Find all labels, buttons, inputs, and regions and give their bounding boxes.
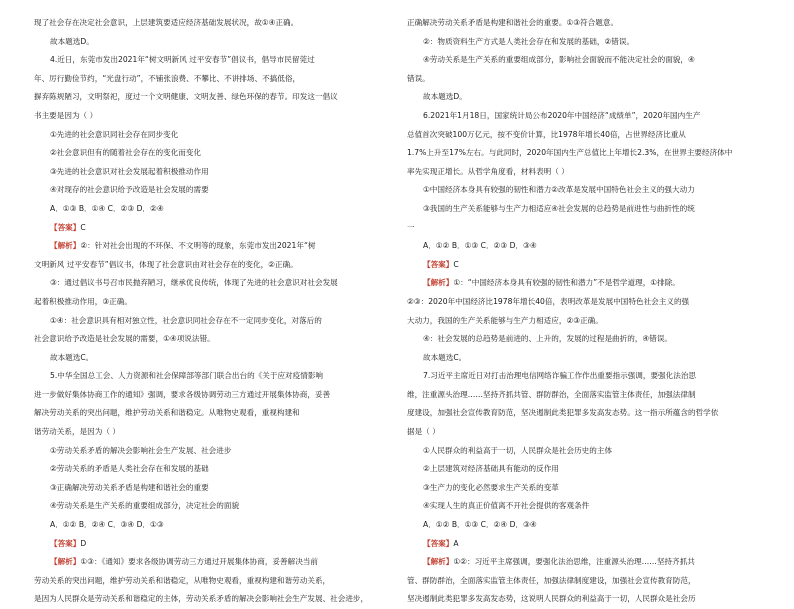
answer-line <box>407 553 763 572</box>
text-line: 6.2021年1月18日，国家统计局公布2020年中国经济“成绩单”，2020年国内生产 <box>423 110 701 120</box>
answer-tag: 【解析】 <box>50 557 81 567</box>
right-column <box>407 14 763 609</box>
answer-text: ①：“中国经济本身具有较强的韧性和潜力”不是哲学道理，①排除。 <box>453 278 680 288</box>
text-line: 文明新风 过平安春节”倡议书，体现了社会意识由对社会存在的变化，②正确。 <box>34 259 298 269</box>
text-line: 年、厉行勤俭节约，“光盘行动”，不铺张浪费、不攀比、不讲排场、不搞低俗， <box>34 73 301 83</box>
text-line: 4.近日，东莞市发出2021年“树文明新风 过平安春节”倡议书，倡导市民留莞过 <box>50 55 315 65</box>
text-line: 谐劳动关系，是因为（ ） <box>34 427 120 437</box>
option-line: ④实现人生的真正价值离不开社会提供的客观条件 <box>423 501 590 511</box>
answer-text: C <box>80 222 86 232</box>
answer-line <box>407 274 763 293</box>
text-line: ①④：社会意识具有相对独立性，社会意识同社会存在不一定同步变化，对落后的 <box>50 315 322 325</box>
option-line: ①劳动关系矛盾的解决会影响社会生产发展、社会进步 <box>50 445 232 455</box>
text-line: 据是（ ） <box>407 427 440 437</box>
text-line: 大动力，我国的生产关系能够与生产力相适应，②③正确。 <box>407 315 603 325</box>
option-line: ④对现存的社会意识给予改造是社会发展的需要 <box>50 185 209 195</box>
option-line: ③生产力的变化必然要求生产关系的变革 <box>423 482 559 492</box>
option-line: ④劳动关系是生产关系的重要组成部分，决定社会的面貌 <box>50 501 240 511</box>
text-line: 起着积极推动作用，③正确。 <box>34 296 132 306</box>
answer-line <box>34 237 386 256</box>
text-line: 书主要是因为（ ） <box>34 110 98 120</box>
option-line: A．①② B．①③ C．②④ D．③④ <box>423 520 537 530</box>
text-line: 劳动关系的突出问题，维护劳动关系和谐稳定，从唯物史观看，重视构建和谐劳动关系， <box>34 575 331 585</box>
text-line: 5.中华全国总工会、人力资源和社会保障部等部门联合出台的《关于应对疫情影响 <box>50 371 324 381</box>
text-line: ②③：2020年中国经济比1978年增长40倍，表明改革是发展中国特色社会主义的强 <box>407 296 690 306</box>
text-line: 故本题选C。 <box>423 352 467 362</box>
text-line: 度建设，加强社会宣传教育防范，坚决遏制此类犯罪多发高发态势。这一指示所蕴含的哲学依 <box>407 408 719 418</box>
option-line: A．①③ B．①④ C．②③ D．②④ <box>50 203 164 213</box>
option-line: ③正确解决劳动关系矛盾是构建和谐社会的重要 <box>50 482 209 492</box>
answer-line <box>34 535 386 554</box>
answer-text: ①③：《通知》要求各级协调劳动三方通过开展集体协商，妥善解决当前 <box>80 557 318 567</box>
text-line: 1.7%上升至17%左右。与此同时，2020年国内生产总值比上年增长2.3%，在世界主要经济体中 <box>407 148 733 158</box>
answer-text: ①②：习近平主席强调，要强化法治思维，注重源头治理……坚持齐抓共 <box>453 557 695 567</box>
answer-tag: 【解析】 <box>423 557 454 567</box>
text-line: 错误。 <box>407 73 430 83</box>
text-line: 7.习近平主席近日对打击治理电信网络诈骗工作作出重要指示强调，要强化法治思 <box>423 371 697 381</box>
text-line: 总值首次突破100万亿元，按不变价计算，比1978年增长40倍，占世界经济比重从 <box>407 129 686 139</box>
option-line: ③我国的生产关系能够与生产力相适应④社会发展的总趋势是前进性与曲折性的统 <box>423 203 695 213</box>
text-line: 故本题选C。 <box>50 352 94 362</box>
text-line: 维，注重源头治理……坚持齐抓共管、群防群治，全面落实监管主体责任，加强法律制 <box>407 389 696 399</box>
text-line: 一 <box>407 222 415 232</box>
option-line: ②社会意识但有的随着社会存在的变化而变化 <box>50 148 202 158</box>
answer-text: C <box>453 259 459 269</box>
option-line: ②劳动关系的矛盾是人类社会存在和发展的基础 <box>50 464 209 474</box>
text-line: 故本题选D。 <box>50 36 94 46</box>
option-line: ④劳动关系是生产关系的重要组成部分，影响社会面貌而不能决定社会的面貌，④ <box>423 55 695 65</box>
text-line: 是因为人民群众是劳动关系和谐稳定的主体，劳动关系矛盾的解决会影响社会生产发展、社会进步， <box>34 594 369 604</box>
text-line: ④：社会发展的总趋势是前进的、上升的，发展的过程是曲折的，④错误。 <box>423 334 673 344</box>
text-line: 正确解决劳动关系矛盾是构建和谐社会的重要。①③符合题意。 <box>407 18 619 27</box>
answer-tag: 【答案】 <box>423 538 454 548</box>
answer-line <box>34 219 386 238</box>
text-line: 坚决遏制此类犯罪多发高发态势，这说明人民群众的利益高于一切，人民群众是社会历 <box>407 594 696 604</box>
left-column <box>34 14 386 609</box>
answer-line <box>407 535 763 554</box>
option-line: A．①② B．②④ C．③④ D．①③ <box>50 520 164 530</box>
answer-line <box>407 256 763 275</box>
text-line: 社会意识给予改造是社会发展的需要，①④项说法错。 <box>34 334 215 344</box>
answer-line <box>34 553 386 572</box>
text-line: ③：通过倡议书号召市民抛弃陋习，继承优良传统，体现了先进的社会意识对社会发展 <box>50 278 338 288</box>
option-line: ①先进的社会意识同社会存在同步变化 <box>50 129 179 139</box>
text-line: 管、群防群治，全面落实监管主体责任，加强法律制度建设，加强社会宣传教育防范， <box>407 575 696 585</box>
text-line: 摒弃陈规陋习，文明祭祀，度过一个文明健康、文明友善、绿色环保的春节。印发这一倡议 <box>34 92 338 102</box>
answer-tag: 【解析】 <box>423 278 454 288</box>
text-line: 率先实现正增长。从哲学角度看，材料表明（ ） <box>407 166 569 176</box>
option-line: A．①② B．①③ C．②③ D．③④ <box>423 241 537 251</box>
answer-text: A <box>453 538 459 548</box>
answer-tag: 【解析】 <box>50 241 81 251</box>
text-line: 解决劳动关系的突出问题，维护劳动关系和谐稳定。从唯物史观看，重视构建和 <box>34 408 300 418</box>
option-line: ②：物质资料生产方式是人类社会存在和发展的基础，②错误。 <box>423 36 635 46</box>
text-line: 进一步做好集体协商工作的通知》强调，要求各级协调劳动三方通过开展集体协商，妥善 <box>34 389 331 399</box>
text-line: 故本题选D。 <box>423 92 467 102</box>
answer-tag: 【答案】 <box>50 538 81 548</box>
answer-text: ②：针对社会出现的不环保、不文明等的现象，东莞市发出2021年“树 <box>80 241 316 251</box>
text-line: 现了社会存在决定社会意识，上层建筑要适应经济基础发展状况，故①④正确。 <box>34 18 299 27</box>
answer-text: D <box>80 538 87 548</box>
answer-tag: 【答案】 <box>50 222 81 232</box>
option-line: ②上层建筑对经济基础具有能动的反作用 <box>423 464 559 474</box>
option-line: ③先进的社会意识对社会发展起着积极推动作用 <box>50 166 209 176</box>
option-line: ①人民群众的利益高于一切，人民群众是社会历史的主体 <box>423 445 613 455</box>
option-line: ①中国经济本身具有较强的韧性和潜力②改革是发展中国特色社会主义的强大动力 <box>423 185 695 195</box>
answer-tag: 【答案】 <box>423 259 454 269</box>
